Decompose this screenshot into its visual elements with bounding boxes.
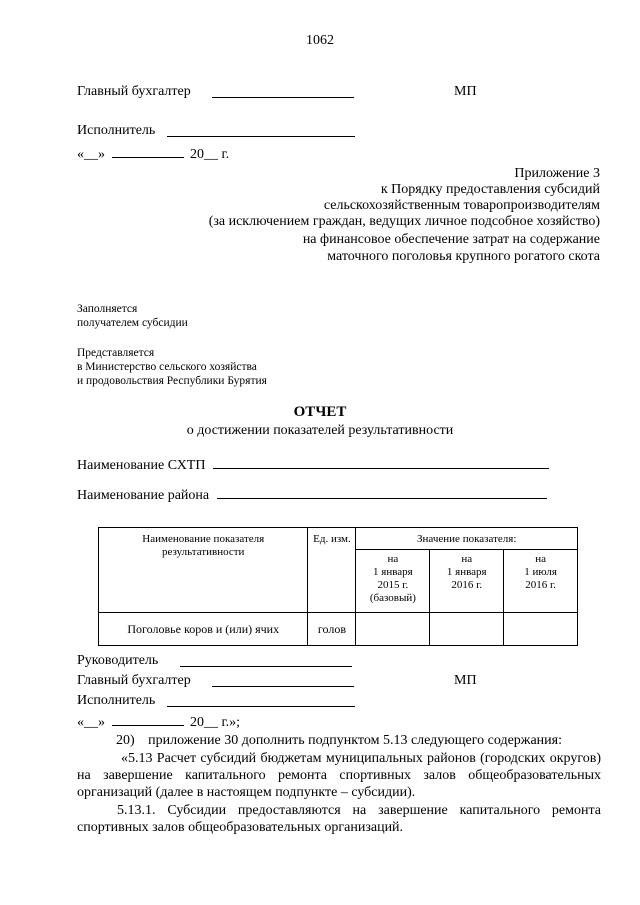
report-subtitle: о достижении показателей результативности — [186, 423, 454, 438]
filled-by-line-1: Заполняется — [77, 303, 138, 315]
executor-signature-line — [167, 123, 355, 137]
table-row — [99, 613, 578, 646]
row-unit: голов — [308, 613, 356, 646]
sxtp-label: Наименование СХТП — [77, 458, 206, 473]
date-day-2: «__» — [77, 715, 105, 730]
subheader-jan-line: 1 января — [446, 566, 487, 578]
row-value-jan — [430, 613, 504, 646]
row-value-base — [356, 613, 430, 646]
submitted-to-line-3: и продовольствия Республики Бурятия — [77, 375, 267, 387]
date-year-2: 20__ г.»; — [190, 715, 241, 730]
subheader-base-line: на — [387, 553, 399, 565]
subheader-jan-line: 2016 г. — [451, 579, 483, 591]
appendix-line-3: сельскохозяйственным товаропроизводителям — [323, 198, 600, 213]
item-20-number: 20) — [116, 733, 135, 748]
chief-accountant-label: Главный бухгалтер — [77, 84, 191, 99]
header-indicator: Наименование показателя результативности — [99, 528, 308, 613]
table-header-row — [99, 528, 578, 550]
district-field — [77, 485, 547, 504]
subheader-jan-line: на — [461, 553, 473, 565]
executor-label-2: Исполнитель — [77, 693, 156, 708]
district-input-line — [217, 485, 547, 499]
report-title: ОТЧЕТ — [293, 404, 347, 420]
paragraph-5-13-1: 5.13.1. Субсидии предоставляются на завершение капитального ремонта спортивных залов общеобразовательных организаций. — [77, 803, 601, 835]
subheader-2016-jul — [504, 550, 578, 613]
head-label: Руководитель — [77, 653, 159, 668]
date-month-line-2 — [112, 712, 184, 726]
header-unit: Ед. изм. — [308, 528, 356, 613]
row-indicator: Поголовье коров и (или) ячих — [99, 613, 308, 646]
header-value: Значение показателя: — [356, 528, 578, 550]
page-number: 1062 — [306, 33, 334, 48]
head-signature-line — [180, 653, 352, 667]
submitted-to-line-2: в Министерство сельского хозяйства — [77, 361, 257, 373]
subheader-jul-line: 1 июля — [524, 566, 557, 578]
date-month-line — [112, 144, 184, 158]
chief-accountant-label-2: Главный бухгалтер — [77, 673, 191, 688]
stamp-label-2: МП — [454, 673, 477, 688]
date-line-2 — [77, 712, 240, 731]
district-label: Наименование района — [77, 488, 210, 503]
subheader-base-line: 2015 г. — [377, 579, 409, 591]
row-value-jul — [504, 613, 578, 646]
subheader-2016-jan — [430, 550, 504, 613]
sxtp-input-line — [213, 455, 549, 469]
stamp-label: МП — [454, 84, 477, 99]
subheader-jul-line: 2016 г. — [525, 579, 556, 591]
indicators-table — [98, 527, 578, 646]
appendix-line-1: Приложение 3 — [514, 166, 600, 181]
sxtp-field — [77, 455, 549, 474]
subheader-base — [356, 550, 430, 613]
chief-accountant-signature-line — [212, 84, 354, 98]
paragraph-5-13: «5.13 Расчет субсидий бюджетам муниципальных районов (городских округов) на завершение капитального ремонта спортивных залов общеобразовательных организаций (далее в настоящем подпункте – субсидии). — [77, 751, 601, 800]
executor-signature-line-2 — [167, 693, 355, 707]
appendix-line-6: маточного поголовья крупного рогатого скота — [327, 249, 600, 264]
submitted-to-line-1: Представляется — [77, 347, 155, 359]
appendix-line-2: к Порядку предоставления субсидий — [380, 182, 600, 197]
item-20-line — [116, 732, 562, 749]
filled-by-line-2: получателем субсидии — [77, 317, 188, 329]
date-year: 20__ г. — [190, 147, 230, 162]
date-day: «__» — [77, 147, 105, 162]
subheader-base-line: 1 января — [373, 566, 413, 578]
subheader-jul-line: на — [535, 553, 546, 565]
executor-label: Исполнитель — [77, 123, 156, 138]
subheader-base-line: (базовый) — [369, 592, 416, 604]
chief-accountant-signature-line-2 — [212, 673, 354, 687]
appendix-line-5: на финансовое обеспечение затрат на содержание — [302, 232, 600, 247]
item-20-text: приложение 30 дополнить подпунктом 5.13 следующего содержания: — [148, 733, 562, 748]
appendix-line-4: (за исключением граждан, ведущих личное подсобное хозяйство) — [208, 214, 600, 229]
date-line — [77, 144, 229, 163]
